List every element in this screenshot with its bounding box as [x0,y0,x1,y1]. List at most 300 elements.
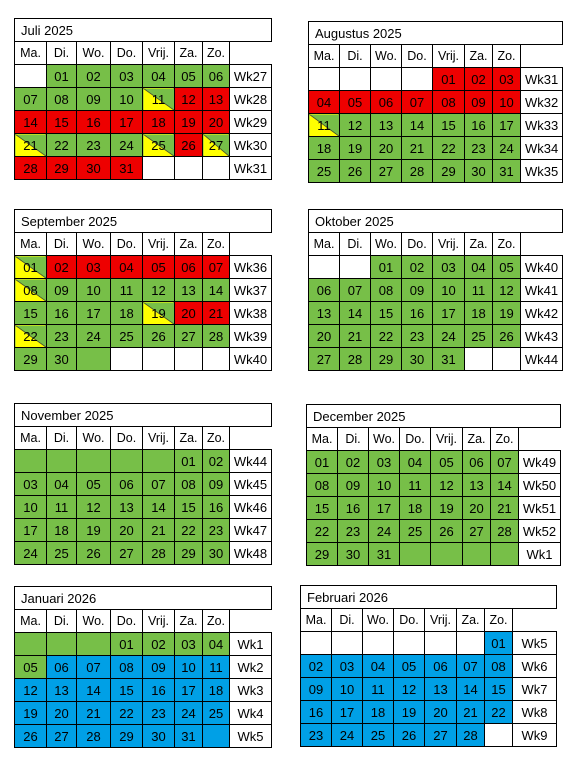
day-cell: 24 [175,702,203,725]
day-cell: 09 [47,279,77,302]
empty-day-cell [340,68,371,91]
day-cell: 13 [309,302,340,325]
empty-day-cell [143,450,175,473]
day-cell: 11 [47,496,77,519]
weekday-header-di: Di. [47,427,77,450]
week-row [15,256,272,279]
day-cell: 04 [143,65,175,88]
day-cell: 28 [143,542,175,565]
day-cell: 13 [463,474,491,497]
weekday-header-vrij: Vrij. [143,233,175,256]
empty-day-cell [363,632,394,655]
week-number: Wk5 [513,632,557,655]
week-number: Wk31 [521,68,563,91]
day-cell: 12 [394,678,425,701]
weekday-header-wo: Wo. [77,233,111,256]
week-row [15,473,272,496]
weekday-header-row [15,233,272,256]
day-cell: 15 [485,678,513,701]
day-cell: 31 [433,348,465,371]
day-cell: 25 [363,724,394,747]
month-title: Juli 2025 [15,19,272,42]
day-cell: 24 [369,520,400,543]
day-cell: 02 [465,68,493,91]
day-cell: 21 [457,701,485,724]
day-cell: 22 [15,325,47,348]
day-cell: 18 [47,519,77,542]
day-cell: 18 [400,497,431,520]
day-cell: 14 [15,111,47,134]
day-cell: 26 [77,542,111,565]
calendar-oktober-2025 [308,209,563,371]
day-cell: 16 [402,302,433,325]
day-cell: 19 [493,302,521,325]
weekday-header-ma: Ma. [15,42,47,65]
day-cell: 02 [338,451,369,474]
empty-day-cell [15,65,47,88]
calendar-november-2025 [14,403,272,565]
calendar-februari-2026 [300,585,557,747]
day-cell: 09 [338,474,369,497]
week-number: Wk39 [230,325,272,348]
day-cell: 20 [371,137,402,160]
day-cell: 16 [301,701,332,724]
weekday-header-za: Za. [463,428,491,451]
month-table [14,403,272,565]
empty-day-cell [77,348,111,371]
day-cell: 07 [77,656,111,679]
weekday-header-ma: Ma. [15,427,47,450]
day-cell: 17 [15,519,47,542]
day-cell: 15 [433,114,465,137]
month-table [14,586,272,748]
weekday-header-wo: Wo. [371,233,402,256]
empty-day-cell [143,348,175,371]
week-row [309,279,563,302]
week-row [307,474,561,497]
day-cell: 28 [15,157,47,180]
week-row [301,678,557,701]
month-title: Januari 2026 [15,587,272,610]
week-header-blank [519,428,561,451]
day-cell: 31 [493,160,521,183]
day-cell: 03 [433,256,465,279]
week-number: Wk40 [521,256,563,279]
week-row [15,656,272,679]
empty-day-cell [203,157,230,180]
day-cell: 08 [485,655,513,678]
day-cell: 06 [463,451,491,474]
day-cell: 12 [77,496,111,519]
day-cell: 07 [457,655,485,678]
week-number: Wk30 [230,134,272,157]
week-row [15,279,272,302]
week-row [309,302,563,325]
day-cell: 16 [47,302,77,325]
day-cell: 01 [47,65,77,88]
day-cell: 22 [307,520,338,543]
weekday-header-ma: Ma. [301,609,332,632]
weekday-header-ma: Ma. [15,233,47,256]
week-number: Wk32 [521,91,563,114]
empty-day-cell [77,450,111,473]
weekday-header-row [309,233,563,256]
weekday-header-ma: Ma. [15,610,47,633]
week-number: Wk2 [230,656,272,679]
empty-day-cell [111,450,143,473]
day-cell: 07 [15,88,47,111]
weekday-header-row [15,42,272,65]
week-row [15,702,272,725]
empty-day-cell [301,632,332,655]
day-cell: 03 [369,451,400,474]
day-cell: 02 [143,633,175,656]
day-cell: 18 [111,302,143,325]
day-cell: 19 [431,497,463,520]
day-cell: 04 [465,256,493,279]
week-row [15,302,272,325]
day-cell: 24 [77,325,111,348]
day-cell: 10 [332,678,363,701]
empty-day-cell [309,256,340,279]
month-title: Oktober 2025 [309,210,563,233]
day-cell: 28 [402,160,433,183]
day-cell: 29 [433,160,465,183]
week-number: Wk33 [521,114,563,137]
weekday-header-za: Za. [465,233,493,256]
day-cell: 06 [425,655,457,678]
week-row [309,68,563,91]
week-row [15,111,272,134]
day-cell: 01 [15,256,47,279]
week-row [15,348,272,371]
week-row [307,520,561,543]
day-cell: 08 [175,473,203,496]
week-number: Wk35 [521,160,563,183]
day-cell: 27 [203,134,230,157]
day-cell: 06 [47,656,77,679]
weekday-header-do: Do. [111,427,143,450]
day-cell: 19 [340,137,371,160]
day-cell: 07 [203,256,230,279]
weekday-header-zo: Zo. [493,233,521,256]
day-cell: 31 [369,543,400,566]
weekday-header-do: Do. [111,42,143,65]
day-cell: 10 [369,474,400,497]
day-cell: 09 [77,88,111,111]
week-number: Wk44 [230,450,272,473]
weekday-header-wo: Wo. [363,609,394,632]
week-number: Wk8 [513,701,557,724]
day-cell: 11 [203,656,230,679]
weekday-header-wo: Wo. [77,42,111,65]
day-cell: 08 [111,656,143,679]
weekday-header-zo: Zo. [203,427,230,450]
day-cell: 08 [371,279,402,302]
month-title: Augustus 2025 [309,22,563,45]
empty-day-cell [143,157,175,180]
day-cell: 08 [47,88,77,111]
day-cell: 05 [493,256,521,279]
weekday-header-vrij: Vrij. [425,609,457,632]
weekday-header-do: Do. [111,610,143,633]
empty-day-cell [175,157,203,180]
day-cell: 05 [431,451,463,474]
day-cell: 10 [111,88,143,111]
day-cell: 04 [111,256,143,279]
day-cell: 21 [340,325,371,348]
weekday-header-ma: Ma. [309,233,340,256]
day-cell: 22 [47,134,77,157]
day-cell: 19 [15,702,47,725]
day-cell: 15 [111,679,143,702]
empty-day-cell [175,348,203,371]
day-cell: 22 [371,325,402,348]
day-cell: 28 [457,724,485,747]
day-cell: 04 [203,633,230,656]
day-cell: 17 [111,111,143,134]
day-cell: 22 [485,701,513,724]
weekday-header-row [307,428,561,451]
day-cell: 29 [111,725,143,748]
day-cell: 27 [111,542,143,565]
weekday-header-di: Di. [47,610,77,633]
day-cell: 08 [307,474,338,497]
weekday-header-vrij: Vrij. [143,42,175,65]
weekday-header-vrij: Vrij. [143,427,175,450]
week-number: Wk1 [519,543,561,566]
empty-day-cell [394,632,425,655]
day-cell: 19 [77,519,111,542]
weekday-header-za: Za. [175,610,203,633]
day-cell: 02 [77,65,111,88]
day-cell: 14 [203,279,230,302]
week-header-blank [230,42,272,65]
day-cell: 09 [465,91,493,114]
week-number: Wk3 [230,679,272,702]
week-number: Wk49 [519,451,561,474]
calendar-augustus-2025 [308,21,563,183]
day-cell: 09 [143,656,175,679]
weekday-header-zo: Zo. [203,233,230,256]
empty-day-cell [203,348,230,371]
day-cell: 02 [203,450,230,473]
day-cell: 03 [77,256,111,279]
day-cell: 14 [402,114,433,137]
empty-day-cell [371,68,402,91]
day-cell: 25 [203,702,230,725]
weekday-header-di: Di. [47,42,77,65]
day-cell: 18 [363,701,394,724]
week-number: Wk37 [230,279,272,302]
day-cell: 18 [465,302,493,325]
day-cell: 05 [394,655,425,678]
day-cell: 27 [175,325,203,348]
day-cell: 11 [400,474,431,497]
month-table [14,209,272,371]
day-cell: 13 [111,496,143,519]
day-cell: 29 [307,543,338,566]
day-cell: 06 [371,91,402,114]
week-number: Wk9 [513,724,557,747]
weekday-header-row [309,45,563,68]
week-row [301,724,557,747]
week-row [15,496,272,519]
day-cell: 18 [203,679,230,702]
week-row [15,519,272,542]
week-number: Wk41 [521,279,563,302]
weekday-header-row [15,427,272,450]
day-cell: 23 [47,325,77,348]
month-table [308,209,563,371]
day-cell: 17 [369,497,400,520]
weekday-header-do: Do. [111,233,143,256]
month-table [14,18,272,180]
day-cell: 11 [111,279,143,302]
week-row [15,679,272,702]
day-cell: 17 [77,302,111,325]
day-cell: 02 [402,256,433,279]
month-title: September 2025 [15,210,272,233]
day-cell: 07 [402,91,433,114]
day-cell: 08 [433,91,465,114]
month-title: December 2025 [307,405,561,428]
weekday-header-di: Di. [338,428,369,451]
day-cell: 30 [338,543,369,566]
day-cell: 23 [143,702,175,725]
day-cell: 06 [309,279,340,302]
empty-day-cell [309,68,340,91]
day-cell: 27 [47,725,77,748]
day-cell: 16 [77,111,111,134]
week-number: Wk42 [521,302,563,325]
day-cell: 30 [465,160,493,183]
week-number: Wk44 [521,348,563,371]
weekday-header-za: Za. [175,427,203,450]
week-row [15,65,272,88]
day-cell: 11 [363,678,394,701]
day-cell: 10 [433,279,465,302]
week-number: Wk48 [230,542,272,565]
week-number: Wk36 [230,256,272,279]
day-cell: 17 [493,114,521,137]
day-cell: 02 [301,655,332,678]
day-cell: 03 [175,633,203,656]
day-cell: 24 [332,724,363,747]
day-cell: 20 [425,701,457,724]
day-cell: 25 [309,160,340,183]
day-cell: 15 [371,302,402,325]
week-number: Wk34 [521,137,563,160]
day-cell: 28 [203,325,230,348]
day-cell: 04 [400,451,431,474]
day-cell: 28 [491,520,519,543]
day-cell: 25 [111,325,143,348]
week-row [15,88,272,111]
day-cell: 05 [340,91,371,114]
day-cell: 21 [402,137,433,160]
day-cell: 13 [203,88,230,111]
day-cell: 13 [425,678,457,701]
day-cell: 26 [394,724,425,747]
day-cell: 01 [433,68,465,91]
day-cell: 30 [47,348,77,371]
day-cell: 23 [203,519,230,542]
month-table [306,404,561,566]
day-cell: 14 [457,678,485,701]
day-cell: 19 [143,302,175,325]
empty-day-cell [402,68,433,91]
day-cell: 10 [77,279,111,302]
day-cell: 23 [402,325,433,348]
day-cell: 21 [203,302,230,325]
day-cell: 14 [143,496,175,519]
day-cell: 06 [203,65,230,88]
day-cell: 13 [175,279,203,302]
day-cell: 13 [47,679,77,702]
day-cell: 25 [400,520,431,543]
weekday-header-vrij: Vrij. [431,428,463,451]
day-cell: 03 [111,65,143,88]
day-cell: 20 [175,302,203,325]
day-cell: 20 [47,702,77,725]
day-cell: 09 [402,279,433,302]
weekday-header-di: Di. [332,609,363,632]
week-row [15,157,272,180]
weekday-header-za: Za. [465,45,493,68]
week-number: Wk50 [519,474,561,497]
day-cell: 01 [371,256,402,279]
day-cell: 11 [143,88,175,111]
day-cell: 26 [340,160,371,183]
weekday-header-wo: Wo. [371,45,402,68]
week-row [307,543,561,566]
day-cell: 03 [15,473,47,496]
day-cell: 20 [463,497,491,520]
weekday-header-di: Di. [340,45,371,68]
week-header-blank [513,609,557,632]
weekday-header-zo: Zo. [485,609,513,632]
weekday-header-vrij: Vrij. [433,233,465,256]
week-row [307,451,561,474]
day-cell: 15 [15,302,47,325]
day-cell: 04 [309,91,340,114]
day-cell: 01 [307,451,338,474]
calendar-juli-2025 [14,18,272,180]
day-cell: 21 [15,134,47,157]
day-cell: 24 [433,325,465,348]
week-number: Wk27 [230,65,272,88]
day-cell: 14 [340,302,371,325]
day-cell: 04 [47,473,77,496]
day-cell: 29 [371,348,402,371]
day-cell: 17 [332,701,363,724]
empty-day-cell [340,256,371,279]
week-row [309,160,563,183]
week-number: Wk46 [230,496,272,519]
day-cell: 23 [77,134,111,157]
day-cell: 05 [175,65,203,88]
week-row [309,114,563,137]
day-cell: 12 [143,279,175,302]
month-table [300,585,557,747]
day-cell: 09 [301,678,332,701]
week-number: Wk52 [519,520,561,543]
empty-day-cell [457,632,485,655]
day-cell: 30 [143,725,175,748]
day-cell: 28 [77,725,111,748]
week-row [309,325,563,348]
